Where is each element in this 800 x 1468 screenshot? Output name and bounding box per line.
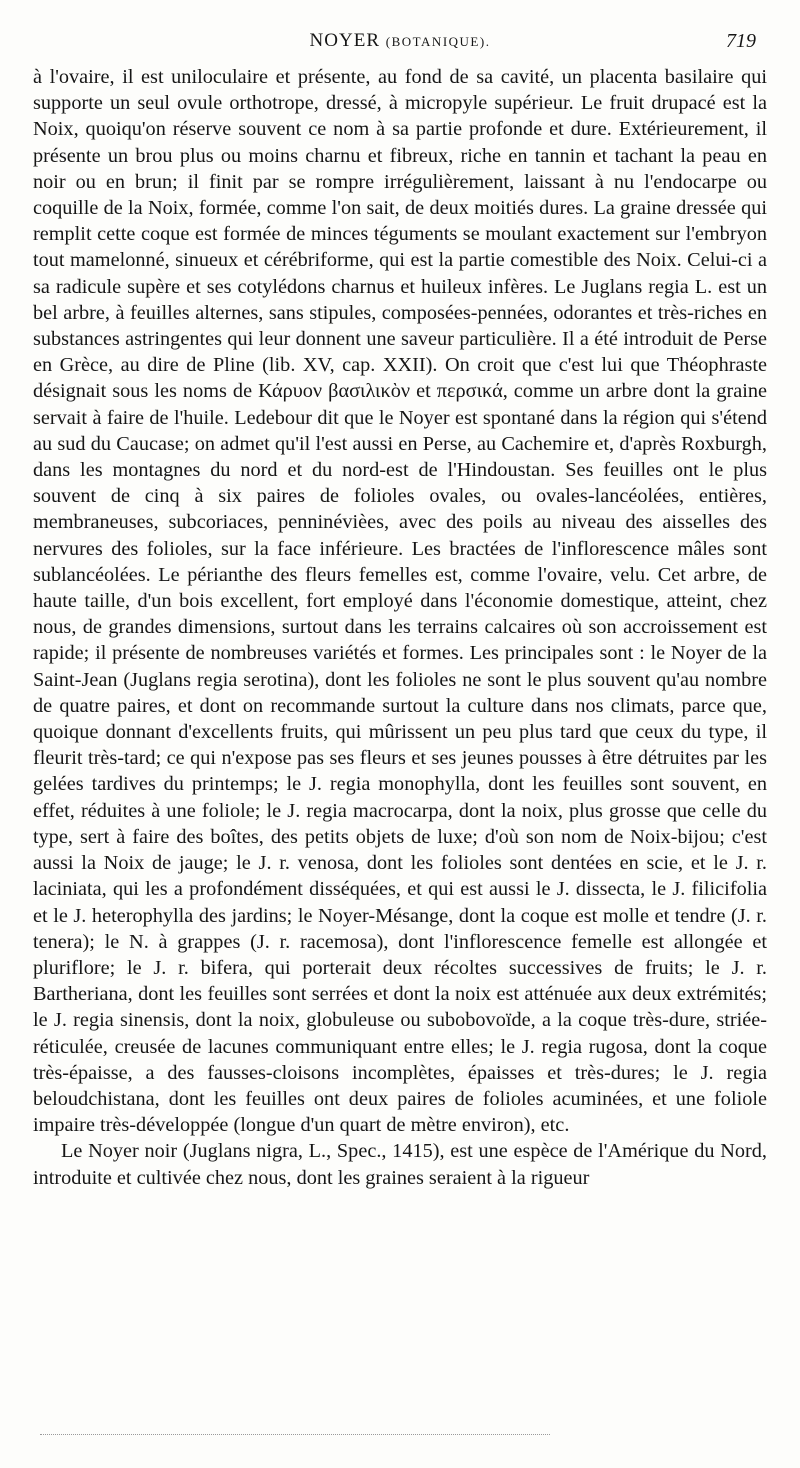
- paragraph-continuation: à l'ovaire, il est uniloculaire et présente, au fond de sa cavité, un placenta basilaire qui supporte un seul ovule orthotrope, dressé, à micropyle supérieur. Le fruit drupacé est la Noix, quoiqu'on réserve souvent ce nom à sa partie profonde et dure. Extérieurement, il présente un brou plus ou moins charnu et fibreux, riche en tannin et tachant la peau en noir ou en brun; il finit par se rompre irrégulièrement, laissant à nu l'endocarpe ou coquille de la Noix, formée, comme l'on sait, de deux moitiés dures. La graine dressée qui remplit cette coque est formée de minces téguments se moulant exactement sur l'embryon tout mamelonné, sinueux et cérébriforme, qui est la partie comestible des Noix. Celui-ci a sa radicule supère et ses cotylédons charnus et huileux infères. Le Juglans regia L. est un bel arbre, à feuilles alternes, sans stipules, composées-pennées, odorantes et très-riches en substances astringentes qui leur donnent une saveur particulière. Il a été introduit de Perse en Grèce, au dire de Pline (lib. XV, cap. XXII). On croit que c'est lui que Théophraste désignait sous les noms de Κάρυον βασιλικὸν et περσικά, comme un arbre dont la graine servait à faire de l'huile. Ledebour dit que le Noyer est spontané dans la région qui s'étend au sud du Caucase; on admet qu'il l'est aussi en Perse, au Cachemire et, d'après Roxburgh, dans les montagnes du nord et du nord-est de l'Hindoustan. Ses feuilles ont le plus souvent de cinq à six paires de folioles ovales, ou ovales-lancéolées, entières, membraneuses, subcoriaces, penninévièes, avec des poils au niveau des aisselles des nervures des folioles, sur la face inférieure. Les bractées de l'inflorescence mâles sont sublancéolées. Le périanthe des fleurs femelles est, comme l'ovaire, velu. Cet arbre, de haute taille, d'un bois excellent, fort employé dans l'économie domestique, atteint, chez nous, de grandes dimensions, surtout dans les terrains calcaires où son accroissement est rapide; il présente de nombreuses variétés et formes. Les principales sont : le Noyer de la Saint-Jean (Juglans regia serotina), dont les folioles ne sont le plus souvent qu'au nombre de quatre paires, et dont on recommande surtout la culture dans nos climats, parce que, quoique donnant d'excellents fruits, qui mûrissent un peu plus tard que ceux du type, il fleurit très-tard; ce qui n'expose pas ses fleurs et ses jeunes pousses à être détruites par les gelées tardives du printemps; le J. regia monophylla, dont les feuilles sont souvent, en effet, réduites à une foliole; le J. regia macrocarpa, dont la noix, plus grosse que celle du type, sert à faire des boîtes, des petits objets de luxe; d'où son nom de Noix-bijou; c'est aussi la Noix de jauge; le J. r. venosa, dont les folioles sont dentées en scie, et le J. r. laciniata, qui les a profondément disséquées, et qui est aussi le J. dissecta, le J. filicifolia et le J. heterophylla des jardins; le Noyer-Mésange, dont la coque est molle et tendre (J. r. tenera); le N. à grappes (J. r. racemosa), dont l'inflorescence femelle est allongée et pluriflore; le J. r. bifera, qui porterait deux récoltes successives de fruits; le J. r. Bartheriana, dont les feuilles sont serrées et dont la noix est atténuée aux deux extrémités; le J. regia sinensis, dont la noix, globuleuse ou subobovoïde, a la coque très-dure, striée-réticulée, creusée de lacunes communiquant entre elles; le J. regia rugosa, dont la coque très-épaisse, a des fausses-cloisons incomplètes, épaisses et très-dures; le J. regia beloudchistana, dont les feuilles ont deux paires de folioles acuminées, et une foliole impaire très-développée (longue d'un quart de mètre environ), etc.: [33, 66, 767, 1137]
- running-title-subtitle: (BOTANIQUE).: [385, 34, 491, 49]
- running-title-main: NOYER: [309, 30, 380, 51]
- running-title: [0, 30, 800, 52]
- footer-rule: [40, 1434, 550, 1435]
- page-number: 719: [726, 30, 756, 52]
- paragraph-juglans-nigra: Le Noyer noir (Juglans nigra, L., Spec., 1415), est une espèce de l'Amérique du Nord, introduite et cultivée chez nous, dont les graines seraient à la rigueur: [33, 1140, 767, 1189]
- running-head: [0, 30, 800, 56]
- body-text: [33, 64, 767, 1191]
